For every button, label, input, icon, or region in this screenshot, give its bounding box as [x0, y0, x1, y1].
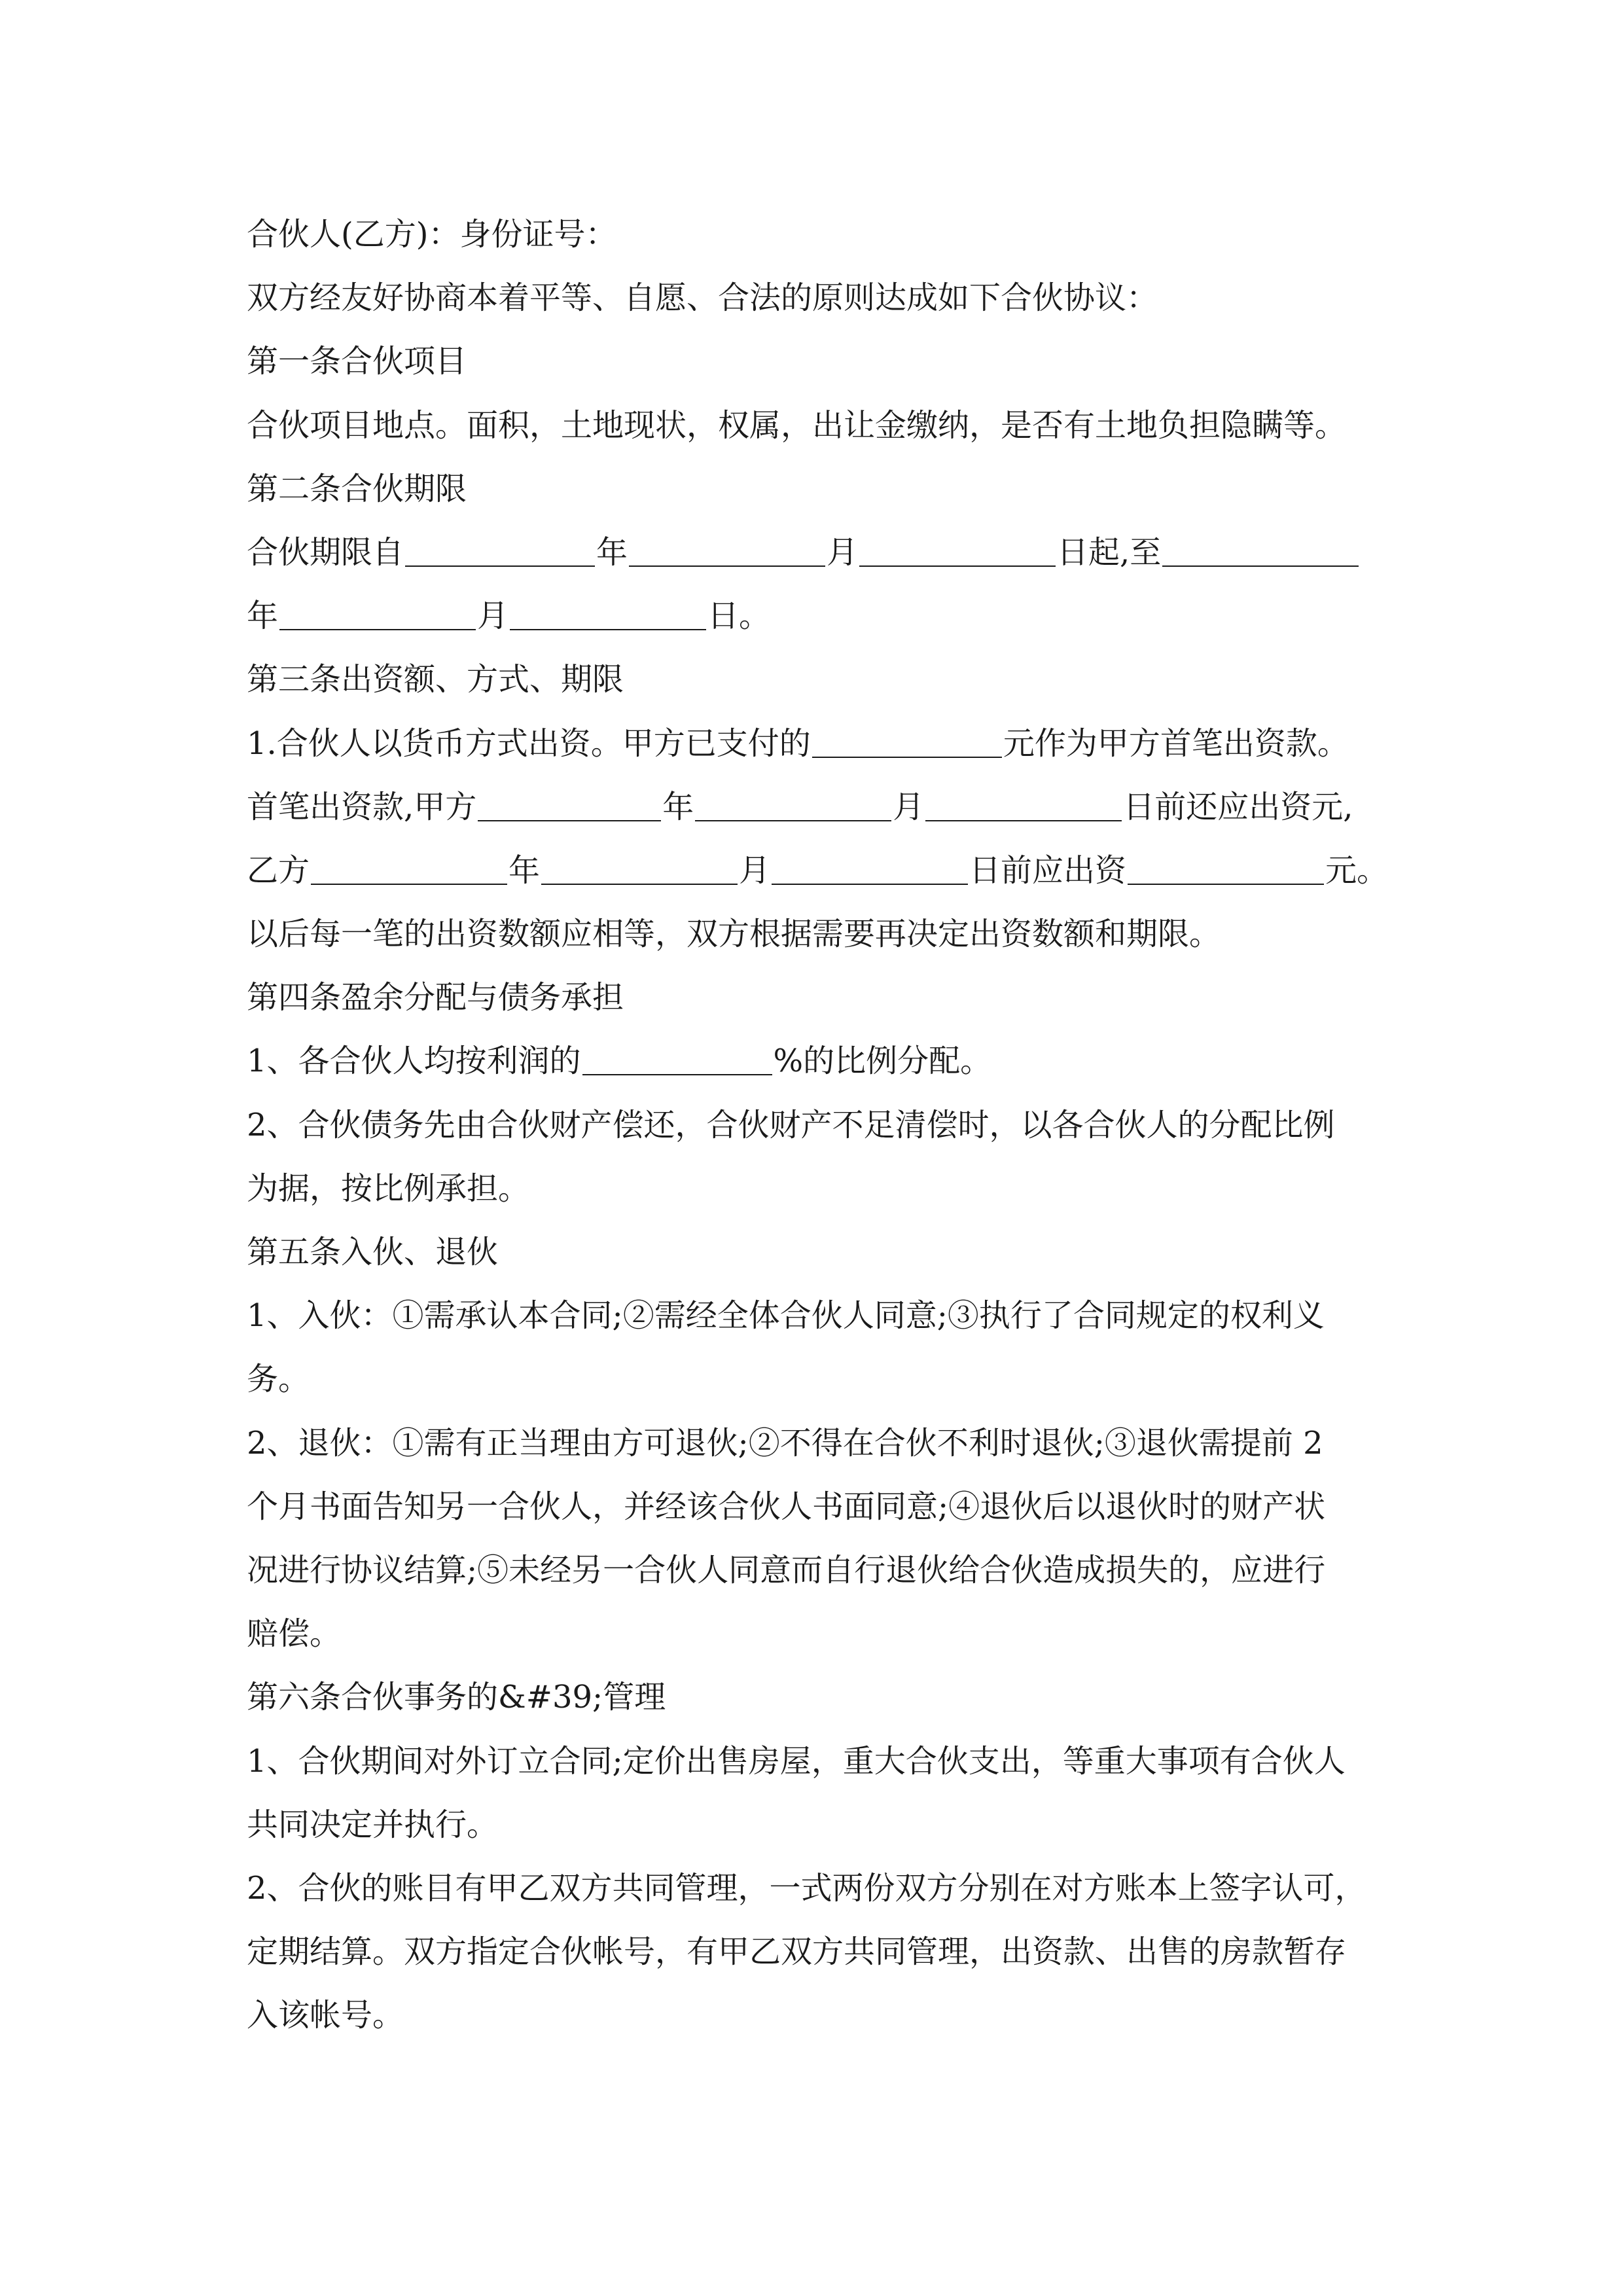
month-label: 月: [893, 788, 925, 825]
text-line: 2、合伙债务先由合伙财产偿还，合伙财产不足清偿时，以各合伙人的分配比例: [247, 1106, 1335, 1143]
term-line: [247, 584, 1385, 648]
year-label: 年: [662, 788, 694, 825]
blank-field: [510, 629, 706, 630]
section-heading: 第五条入伙、退伙: [247, 1234, 499, 1270]
day-label: 日起,至: [1057, 533, 1162, 571]
contribution-suffix: 元作为甲方首笔出资款。: [1003, 725, 1349, 762]
blank-field: [772, 884, 968, 885]
text-line: 2、合伙的账目有甲乙双方共同管理，一式两份双方分别在对方账本上签字认可，: [247, 1869, 1366, 1907]
contribution-suffix: 元。: [1325, 852, 1389, 889]
text-line: 况进行协议结算;⑤未经另一合伙人同意而自行退伙给合伙造成损失的，应进行: [247, 1551, 1326, 1588]
term-line: [247, 521, 1385, 584]
blank-field: [405, 565, 595, 567]
blank-field: [812, 757, 1002, 758]
blank-field: [541, 884, 738, 885]
day-label: 日。: [707, 598, 771, 635]
contribution-prefix: 1.合伙人以货币方式出资。甲方已支付的: [247, 725, 811, 762]
contribution-prefix: 乙方: [247, 852, 310, 889]
profit-suffix: %的比例分配。: [773, 1043, 992, 1080]
blank-field: [279, 629, 476, 630]
text-line: 以后每一笔的出资数额应相等，双方根据需要再决定出资数额和期限。: [247, 916, 1221, 953]
document-body: [247, 203, 1389, 2047]
section-heading: 第三条出资额、方式、期限: [247, 661, 624, 698]
text-line: 定期结算。双方指定合伙帐号，有甲乙双方共同管理，出资款、出售的房款暂存: [247, 1933, 1347, 1971]
section-heading: 第二条合伙期限: [247, 470, 467, 507]
text-line: 务。: [247, 1361, 310, 1398]
section-heading: 第一条合伙项目: [247, 343, 467, 380]
month-label: 月: [739, 852, 771, 889]
month-label: 月: [827, 533, 859, 571]
text-line: 双方经友好协商本着平等、自愿、合法的原则达成如下合伙协议：: [247, 279, 1158, 317]
text-line: 个月书面告知另一合伙人，并经该合伙人书面同意;④退伙后以退伙时的财产状: [247, 1488, 1326, 1525]
text-line: 赔偿。: [247, 1615, 342, 1653]
blank-field: [925, 820, 1122, 821]
term-prefix: 合伙期限自: [247, 533, 404, 571]
profit-line: [247, 1030, 1385, 1093]
text-line: 1、合伙期间对外订立合同;定价出售房屋，重大合伙支出，等重大事项有合伙人: [247, 1742, 1346, 1780]
contribution-mid: 日前应出资: [969, 852, 1127, 889]
blank-field: [695, 820, 891, 821]
blank-field: [629, 565, 825, 567]
month-label: 月: [477, 598, 509, 635]
blank-field: [1128, 884, 1324, 885]
year-label: 年: [508, 852, 541, 889]
section-heading: 第四条盈余分配与债务承担: [247, 979, 624, 1016]
contribution-prefix: 首笔出资款,甲方: [247, 788, 477, 825]
year-label: 年: [596, 533, 628, 571]
text-line: 共同决定并执行。: [247, 1806, 499, 1843]
text-line: 2、退伙：①需有正当理由方可退伙;②不得在合伙不利时退伙;③退伙需提前 2: [247, 1424, 1323, 1462]
text-line: 合伙人(乙方)：身份证号：: [247, 216, 617, 253]
text-line: 合伙项目地点。面积，土地现状，权属，出让金缴纳，是否有土地负担隐瞒等。: [247, 406, 1347, 444]
text-line: 1、入伙：①需承认本合同;②需经全体合伙人同意;③执行了合同规定的权利义: [247, 1297, 1325, 1335]
blank-field: [582, 1074, 772, 1075]
contribution-line: [247, 712, 1385, 776]
contribution-line: [247, 839, 1389, 903]
section-heading: 第六条合伙事务的&#39;管理: [247, 1679, 666, 1716]
text-line: 为据，按比例承担。: [247, 1170, 530, 1207]
blank-field: [859, 565, 1056, 567]
blank-field: [1162, 565, 1359, 567]
profit-prefix: 1、各合伙人均按利润的: [247, 1043, 581, 1080]
blank-field: [311, 884, 507, 885]
contribution-suffix: 日前还应出资元,: [1123, 788, 1353, 825]
year-label: 年: [247, 598, 279, 635]
contribution-line: [247, 776, 1385, 839]
text-line: 入该帐号。: [247, 1997, 404, 2034]
blank-field: [478, 820, 661, 821]
